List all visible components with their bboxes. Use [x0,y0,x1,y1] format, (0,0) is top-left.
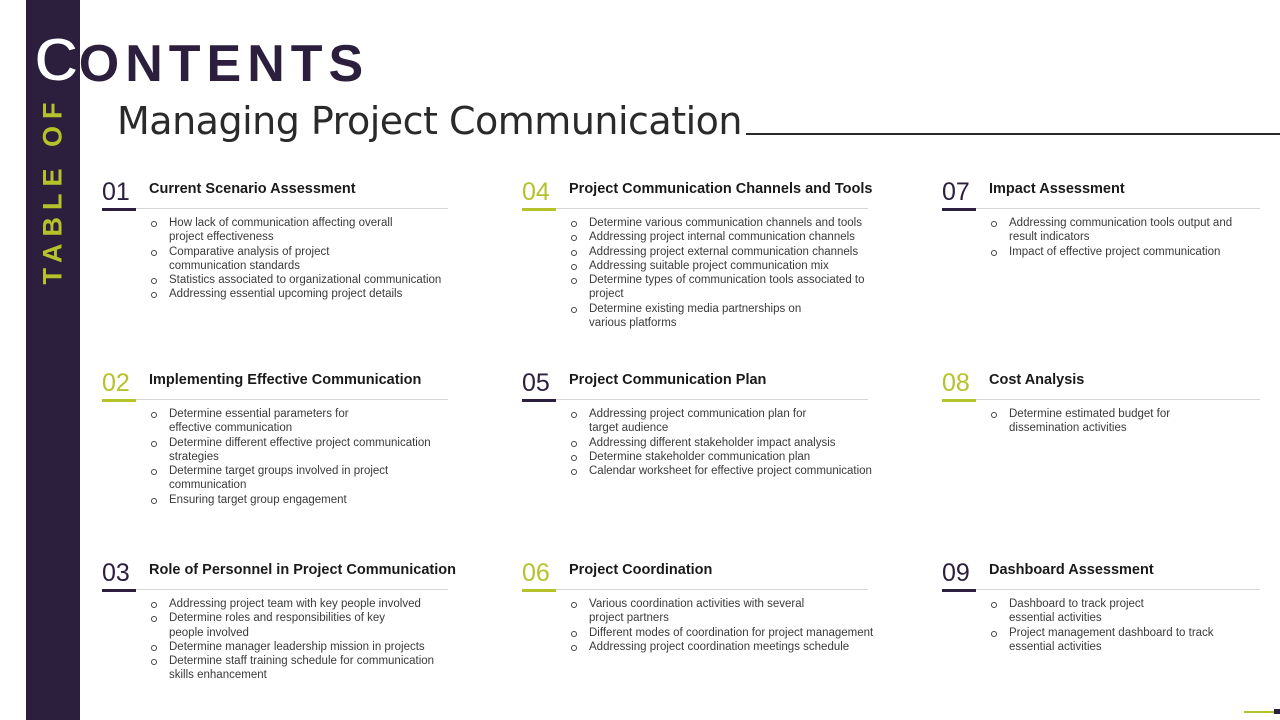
list-item: Determine estimated budget for dissemination activities [990,407,1190,436]
list-item: Determine essential parameters for effective communication [150,407,370,436]
list-item: Determine various communication channels and tools [570,216,880,230]
list-item: How lack of communication affecting overall project effectiveness [150,216,412,245]
list-item: Addressing project communication plan for target audience [570,407,830,436]
list-item: Different modes of coordination for project management [570,626,900,640]
section-number-underline [102,208,136,211]
list-item: Statistics associated to organizational communication [150,273,460,287]
section-title[interactable]: Cost Analysis [989,372,1085,388]
section-divider [522,399,868,400]
section-items [570,597,880,654]
section-title[interactable]: Impact Assessment [989,181,1125,197]
section-divider [102,589,448,590]
section-items [150,597,460,683]
list-item: Addressing project team with key people involved [150,597,460,611]
section-items [990,597,1258,654]
sidebar-label: TABLE OF [37,95,68,285]
section-items [150,407,460,507]
list-item: Addressing suitable project communication mix [570,259,880,273]
section-title[interactable]: Current Scenario Assessment [149,181,356,197]
list-item: Impact of effective project communication [990,245,1258,259]
list-item: Determine different effective project communication strategies [150,436,450,465]
list-item: Dashboard to track project essential activities [990,597,1190,626]
section-divider [942,208,1260,209]
section-number: 02 [102,369,130,397]
list-item: Addressing different stakeholder impact analysis [570,436,880,450]
section-number-underline [522,399,556,402]
contents-heading-rest: ONTENTS [78,35,370,93]
section-title[interactable]: Project Coordination [569,562,713,578]
section-items [150,216,460,302]
section-number: 01 [102,178,130,206]
list-item: Determine types of communication tools associated to project [570,273,870,302]
list-item: Ensuring target group engagement [150,493,460,507]
section-divider [522,589,868,590]
section-divider [942,589,1260,590]
section-number-underline [522,589,556,592]
section-number: 07 [942,178,970,206]
section-items [570,216,880,330]
section-number: 04 [522,178,550,206]
list-item: Determine stakeholder communication plan [570,450,880,464]
page-title: Managing Project Communication [117,99,743,143]
section-number: 06 [522,559,550,587]
section-number-underline [102,589,136,592]
section-items [570,407,880,478]
section-title[interactable]: Implementing Effective Communication [149,372,422,388]
section-number-underline [942,589,976,592]
section-number: 05 [522,369,550,397]
list-item: Addressing communication tools output and result indicators [990,216,1252,245]
list-item: Determine existing media partnerships on various platforms [570,302,820,331]
section-number-underline [942,208,976,211]
list-item: Project management dashboard to track essential activities [990,626,1238,655]
section-title[interactable]: Dashboard Assessment [989,562,1154,578]
list-item: Determine roles and responsibilities of key people involved [150,611,400,640]
corner-accent-tip [1274,709,1280,714]
section-title[interactable]: Project Communication Plan [569,372,767,388]
section-number: 09 [942,559,970,587]
section-number: 08 [942,369,970,397]
title-divider [746,133,1280,135]
contents-heading [34,26,370,95]
section-divider [102,208,448,209]
section-items [990,216,1258,259]
list-item: Determine staff training schedule for communication skills enhancement [150,654,450,683]
list-item: Addressing project internal communication channels [570,230,880,244]
list-item: Various coordination activities with several project partners [570,597,832,626]
section-number-underline [102,399,136,402]
list-item: Determine manager leadership mission in projects [150,640,460,654]
list-item: Addressing essential upcoming project details [150,287,460,301]
list-item: Addressing project external communication channels [570,245,880,259]
section-title[interactable]: Role of Personnel in Project Communication [149,562,456,578]
list-item: Addressing project coordination meetings schedule [570,640,900,654]
contents-heading-initial: C [34,26,79,95]
section-number: 03 [102,559,130,587]
list-item: Determine target groups involved in project communication [150,464,410,493]
section-number-underline [522,208,556,211]
section-divider [102,399,448,400]
list-item: Calendar worksheet for effective project communication [570,464,900,478]
section-divider [942,399,1260,400]
section-number-underline [942,399,976,402]
list-item: Comparative analysis of project communication standards [150,245,350,274]
section-items [990,407,1258,436]
section-title[interactable]: Project Communication Channels and Tools [569,181,873,197]
section-divider [522,208,868,209]
